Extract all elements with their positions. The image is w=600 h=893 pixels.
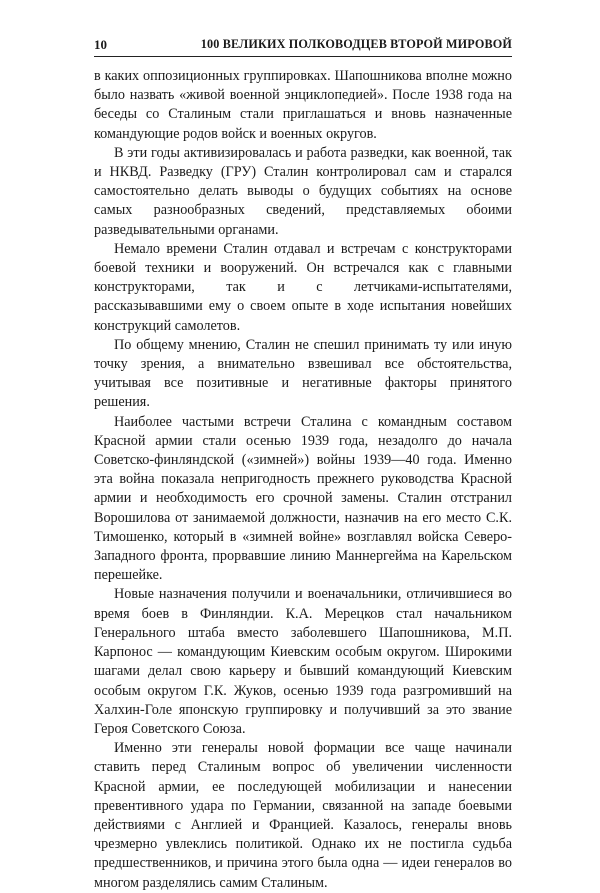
paragraph: Именно эти генералы новой формации все чаще начинали ставить перед Сталиным вопрос об увеличении численности Красной армии, ее последующей мобилизации и нанесении превентивного удара по Германии, связанной на западе боевыми действиями с Англией и Францией. Казалось, генералы вновь чрезмерно увлеклись политикой. Однако их не постигла судьба предшественников, и причина этого была одна — идеи генералов во многом разделялись самим Сталиным. [94,740,512,891]
page-header [94,35,512,57]
paragraph: В эти годы активизировалась и работа разведки, как военной, так и НКВД. Разведку (ГРУ) Сталин контролировал сам и старался самостоятельно делать выводы о будущих событиях на основе самых разнообразных сведений, представляемых обоими разведывательными органами. [94,144,512,238]
page-number: 10 [94,37,107,52]
paragraph: в каких оппозиционных группировках. Шапошникова вполне можно было назвать «живой военной энциклопедией». После 1938 года на беседы со Сталиным стали приглашаться и вновь назначенные командующие родов войск и военных округов. [94,68,512,142]
paragraph: Немало времени Сталин отдавал и встречам с конструкторами боевой техники и вооружений. Он встречался как с главными конструкторами, так и с летчиками-испытателями, рассказывавшими ему о своем опыте в ходе испытания новейших конструкций самолетов. [94,240,512,334]
paragraph: Новые назначения получили и военачальники, отличившиеся во время боев в Финляндии. К.А. Мерецков стал начальником Генерального штаба вместо заболевшего Шапошникова, М.П. Карпонос — командующим Киевским особым округом. Широкими шагами делал свою карьеру и бывший командующий Киевским особым округом Г.К. Жуков, осенью 1939 года разгромивший на Халхин-Голе японскую группировку и получивший за это звание Героя Советского Союза. [94,586,512,737]
page-body [94,67,512,893]
header-rule [94,56,512,57]
paragraph: Наиболее частыми встречи Сталина с командным составом Красной армии стали осенью 1939 года, незадолго до начала Советско-финляндской («зимней») войны 1939—40 года. Именно эта война показала непригодность прежнего руководства Красной армии и необходимость его срочной замены. Сталин отстранил Ворошилова от занимаемой должности, назначив на его место С.К. Тимошенко, который в «зимней войне» возглавлял войска Северо-Западного фронта, прорвавшие линию Маннергейма на Карельском перешейке. [94,413,512,584]
paragraph: По общему мнению, Сталин не спешил принимать ту или иную точку зрения, а внимательно взвешивал все обстоятельства, учитывая все позитивные и негативные факторы принятого решения. [94,336,512,411]
running-title: 100 ВЕЛИКИХ ПОЛКОВОДЦЕВ ВТОРОЙ МИРОВОЙ [200,37,512,51]
